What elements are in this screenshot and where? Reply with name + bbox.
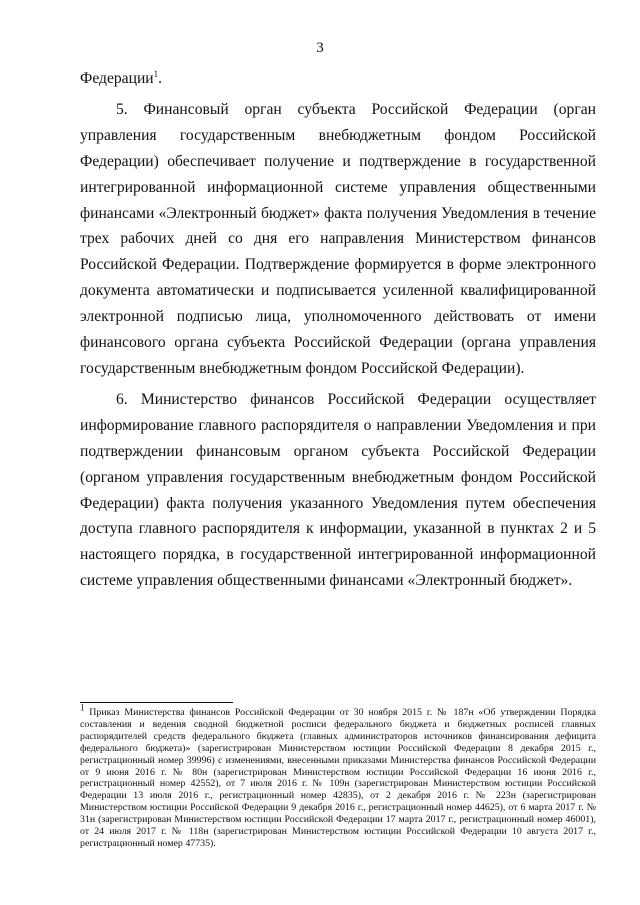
intro-line <box>80 66 596 92</box>
footnote-marker: 1 <box>80 702 85 713</box>
document-body <box>80 66 596 594</box>
footnote-reference: 1 <box>153 68 159 79</box>
page-number: 3 <box>316 40 324 56</box>
paragraph-5: 5. Финансовый орган субъекта Российской Федерации (орган управления государственным внебюджетным фондом Российской Федерации) обеспечивает получение и подтверждение в государственной интегрированной информационной системе управления общественными финансами «Электронный бюджет» факта получения Уведомления в течение трех рабочих дней со дня его направления Министерством финансов Российской Федерации. Подтверждение формируется в форме электронного документа автоматически и подписывается усиленной квалифицированной электронной подписью лица, уполномоченного действовать от имени финансового органа субъекта Российской Федерации (органа управления государственным внебюджетным фондом Российской Федерации). <box>80 100 596 377</box>
intro-tail: . <box>158 70 163 87</box>
footnote-separator <box>80 702 233 703</box>
footnote <box>80 702 596 850</box>
footnote-paragraph <box>80 702 596 850</box>
paragraph-6: 6. Министерство финансов Российской Федерации осуществляет информирование главного распорядителя о направлении Уведомления и при подтверждении финансовым органом субъекта Российской Федерации (органом управления государственным внебюджетным фондом Российской Федерации) факта получения указанного Уведомления путем обеспечения доступа главного распорядителя к информации, указанной в пунктах 2 и 5 настоящего порядка, в государственной интегрированной информационной системе управления общественными финансами «Электронный бюджет». <box>80 390 596 590</box>
footnote-text: Приказ Министерства финансов Российской Федерации от 30 ноября 2015 г. № 187н «Об утверждении Порядка составления и ведения сводной бюджетной росписи федерального бюджета и бюджетных росписей главных распорядителей средств федерального бюджета (главных администраторов источников финансирования дефицита федерального бюджета)» (зарегистрирован Министерством юстиции Российской Федерации 8 декабря 2015 г., регистрационный номер 39996) с изменениями, внесенными приказами Министерства финансов Российской Федерации от 9 июня 2016 г. № 80н (зарегистрирован Министерством юстиции Российской Федерации 16 июня 2016 г., регистрационный номер 42552), от 7 июля 2016 г. № 109н (зарегистрирован Министерством юстиции Российской Федерации 13 июля 2016 г., регистрационный номер 42835), от 2 декабря 2016 г. № 223н (зарегистрирован Министерством юстиции Российской Федерации 9 декабря 2016 г., регистрационный номер 44625), от 6 марта 2017 г. № 31н (зарегистрирован Министерством юстиции Российской Федерации 17 марта 2017 г., регистрационный номер 46001), от 24 июля 2017 г. № 118н (зарегистрирован Министерством юстиции Российской Федерации 10 августа 2017 г., регистрационный номер 47735). <box>80 707 596 849</box>
intro-text: Федерации <box>80 70 154 87</box>
